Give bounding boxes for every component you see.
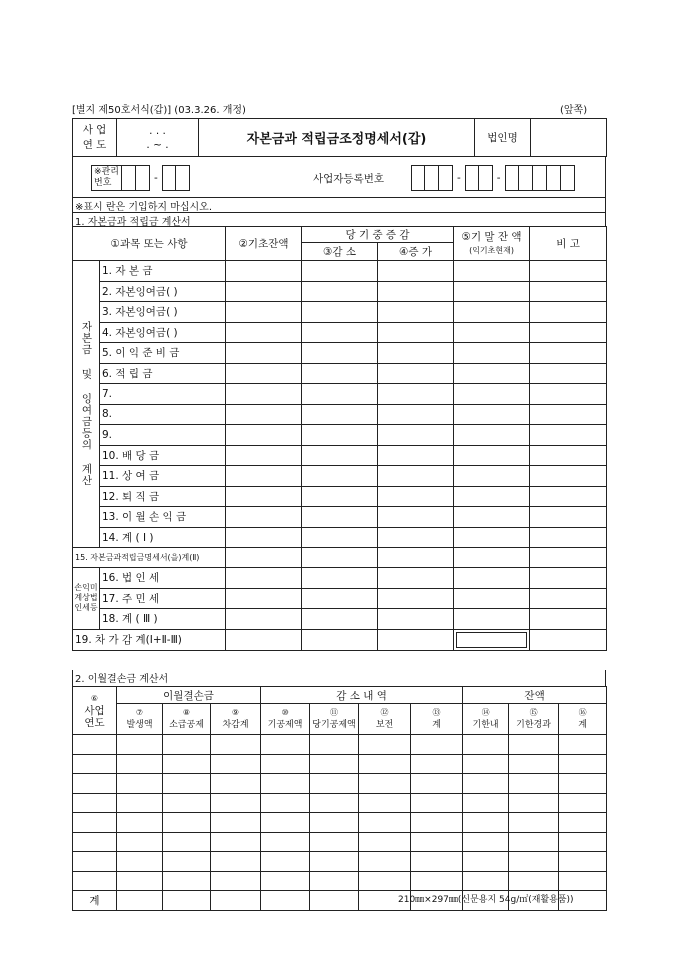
col-increase: ④증 가 (378, 243, 454, 261)
table-cell[interactable] (226, 568, 302, 589)
item-label: 18. 계 ( Ⅲ ) (100, 609, 226, 630)
table-cell[interactable] (454, 302, 530, 323)
table-row (73, 871, 607, 891)
table-cell[interactable] (310, 793, 359, 813)
page-side: (앞쪽) (560, 105, 588, 116)
table-cell[interactable] (530, 466, 607, 487)
table-cell[interactable] (302, 384, 378, 405)
table-cell[interactable] (378, 281, 454, 302)
table-cell[interactable] (226, 588, 302, 609)
table-cell[interactable] (302, 548, 378, 568)
biz-reg-digit[interactable] (561, 165, 575, 191)
table-cell[interactable] (454, 363, 530, 384)
table-cell[interactable] (378, 568, 454, 589)
table-cell[interactable] (509, 754, 559, 774)
table-cell[interactable] (226, 629, 302, 650)
table-cell[interactable] (559, 852, 607, 872)
table-cell[interactable] (509, 793, 559, 813)
table-cell[interactable] (117, 793, 163, 813)
table-cell[interactable] (359, 735, 411, 755)
item-label: 13. 이 월 손 익 금 (100, 507, 226, 528)
table-cell[interactable] (302, 322, 378, 343)
col-loss-group: 이월결손금 (117, 687, 261, 704)
table-cell[interactable] (163, 871, 211, 891)
table-cell[interactable] (226, 261, 302, 282)
col-end-balance (454, 227, 530, 261)
table-cell[interactable] (302, 363, 378, 384)
table-cell[interactable] (530, 445, 607, 466)
table-cell[interactable] (226, 404, 302, 425)
item-label: 4. 자본잉여금( ) (100, 322, 226, 343)
table-row (73, 832, 607, 852)
col-label: 기공제액 (267, 720, 303, 730)
page-title: 자본금과 적립금조정명세서(갑) (199, 119, 475, 157)
table-cell[interactable] (359, 852, 411, 872)
table-cell[interactable] (226, 548, 302, 568)
item-label: 6. 적 립 금 (100, 363, 226, 384)
table-cell[interactable] (226, 363, 302, 384)
table-cell[interactable] (378, 425, 454, 446)
col-loss-1 (117, 704, 163, 735)
table-cell[interactable] (261, 832, 310, 852)
col-label: 당기공제액 (312, 720, 356, 730)
table-cell[interactable] (359, 813, 411, 833)
item-label: 7. (100, 384, 226, 405)
table-cell[interactable] (559, 813, 607, 833)
table-cell[interactable] (261, 754, 310, 774)
table-cell[interactable] (211, 891, 261, 911)
col-number: ⑭ (481, 708, 490, 717)
col-label: 발생액 (126, 720, 153, 730)
table-cell[interactable] (463, 793, 509, 813)
year-start: . . . (149, 124, 166, 137)
table-cell[interactable] (310, 852, 359, 872)
col-number: ⑫ (380, 708, 389, 717)
table-cell[interactable] (310, 735, 359, 755)
table-cell[interactable] (463, 813, 509, 833)
table-cell[interactable] (117, 891, 163, 911)
table-cell[interactable] (530, 507, 607, 528)
table-cell[interactable] (226, 445, 302, 466)
table-cell[interactable] (411, 774, 463, 794)
table-cell[interactable] (530, 486, 607, 507)
table-cell[interactable] (117, 871, 163, 891)
table-cell[interactable] (463, 754, 509, 774)
table-cell[interactable] (302, 568, 378, 589)
biz-reg-dash: - (496, 172, 501, 184)
table-cell[interactable] (73, 754, 117, 774)
biz-reg-digit[interactable] (465, 165, 479, 191)
col-business-year-num: ⑥ (90, 693, 99, 703)
col-subject: ①과목 또는 사항 (73, 227, 226, 261)
table-cell[interactable] (211, 735, 261, 755)
col-number: ⑨ (231, 708, 240, 717)
table-cell[interactable] (359, 871, 411, 891)
item-label: 14. 계 ( Ⅰ ) (100, 527, 226, 548)
table-cell[interactable] (530, 363, 607, 384)
item-label: 8. (100, 404, 226, 425)
table-cell[interactable] (261, 774, 310, 794)
table-cell[interactable] (226, 322, 302, 343)
capital-reserve-table (72, 226, 607, 651)
biz-reg-label: 사업자등록번호 (313, 173, 385, 185)
table-cell[interactable] (359, 774, 411, 794)
table-cell[interactable] (530, 425, 607, 446)
table-cell[interactable] (378, 302, 454, 323)
col-change: 당 기 중 증 감 (302, 227, 454, 243)
table-cell[interactable] (530, 527, 607, 548)
table-cell[interactable] (261, 891, 310, 911)
table-cell[interactable] (211, 774, 261, 794)
table-cell[interactable] (454, 486, 530, 507)
table-cell[interactable] (73, 813, 117, 833)
biz-reg-digit[interactable] (547, 165, 561, 191)
table-cell[interactable] (378, 363, 454, 384)
col-decrease-2 (310, 704, 359, 735)
table-cell[interactable] (226, 281, 302, 302)
table-cell[interactable] (261, 735, 310, 755)
table-cell[interactable] (310, 754, 359, 774)
table-cell[interactable] (310, 813, 359, 833)
biz-reg-digit[interactable] (425, 165, 439, 191)
col-label: 기한경과 (516, 720, 551, 730)
table-cell[interactable] (359, 832, 411, 852)
table-cell[interactable] (530, 629, 607, 650)
table-cell[interactable] (117, 813, 163, 833)
table-cell[interactable] (559, 754, 607, 774)
col-begin-balance: ②기초잔액 (226, 227, 302, 261)
table-cell[interactable] (454, 322, 530, 343)
table-cell[interactable] (559, 735, 607, 755)
section2-title: 2. 이월결손금 계산서 (72, 670, 606, 687)
loss-carryforward-table (72, 686, 607, 911)
col-number: ⑬ (432, 708, 441, 717)
table-cell[interactable] (163, 832, 211, 852)
table-cell[interactable] (302, 281, 378, 302)
table-row (73, 852, 607, 872)
table-cell[interactable] (530, 384, 607, 405)
table-cell[interactable] (509, 774, 559, 794)
table-cell[interactable] (117, 832, 163, 852)
id-row (72, 156, 606, 198)
table-cell[interactable] (261, 871, 310, 891)
table-cell[interactable] (454, 507, 530, 528)
table-cell[interactable] (73, 774, 117, 794)
table-cell[interactable] (530, 343, 607, 364)
table-cell[interactable] (463, 832, 509, 852)
table-cell[interactable] (454, 445, 530, 466)
total-label: 계 (73, 891, 117, 911)
table-cell[interactable] (509, 813, 559, 833)
table-row (73, 735, 607, 755)
col-decrease-1 (261, 704, 310, 735)
table-cell[interactable] (302, 629, 378, 650)
table-cell[interactable] (454, 261, 530, 282)
table-cell[interactable] (378, 261, 454, 282)
table-cell[interactable] (302, 486, 378, 507)
table-cell[interactable] (530, 609, 607, 630)
table-cell[interactable] (226, 425, 302, 446)
table-cell[interactable] (530, 261, 607, 282)
table-cell[interactable] (302, 343, 378, 364)
table-cell[interactable] (463, 871, 509, 891)
biz-reg-digit[interactable] (505, 165, 519, 191)
table-cell[interactable] (211, 813, 261, 833)
table-cell[interactable] (302, 609, 378, 630)
table-cell[interactable] (530, 281, 607, 302)
item-label: 12. 퇴 직 금 (100, 486, 226, 507)
notice: ※표시 란은 기입하지 마십시오. (72, 198, 606, 213)
col-business-year (73, 687, 117, 735)
table-cell[interactable] (530, 548, 607, 568)
table-cell[interactable] (463, 774, 509, 794)
table-cell[interactable] (302, 425, 378, 446)
col-label: 차감계 (222, 720, 249, 730)
item-label: 10. 배 당 금 (100, 445, 226, 466)
table-cell[interactable] (211, 871, 261, 891)
table-cell[interactable] (378, 384, 454, 405)
table-cell[interactable] (359, 793, 411, 813)
mgmt-digit[interactable] (162, 165, 176, 191)
table-cell[interactable] (261, 793, 310, 813)
table-cell[interactable] (509, 735, 559, 755)
mgmt-digit[interactable] (121, 165, 135, 191)
table-cell[interactable] (73, 871, 117, 891)
table-cell[interactable] (226, 609, 302, 630)
table-cell[interactable] (302, 466, 378, 487)
table-cell[interactable] (530, 404, 607, 425)
business-year-value[interactable] (117, 119, 199, 157)
table-cell[interactable] (117, 852, 163, 872)
item-label: 5. 이 익 준 비 금 (100, 343, 226, 364)
table-cell[interactable] (302, 527, 378, 548)
row15-label: 15. 자본금과적립금명세서(을)계(Ⅱ) (73, 548, 226, 568)
table-cell[interactable] (310, 891, 359, 911)
table-row (73, 774, 607, 794)
col-note: 비 고 (530, 227, 607, 261)
table-cell[interactable] (509, 852, 559, 872)
item-label: 2. 자본잉여금( ) (100, 281, 226, 302)
table-cell[interactable] (302, 445, 378, 466)
table-cell[interactable] (454, 281, 530, 302)
col-label: 소급공제 (169, 720, 204, 730)
biz-reg-digit[interactable] (533, 165, 547, 191)
table-cell[interactable] (411, 754, 463, 774)
col-label: 계 (432, 720, 441, 730)
table-cell[interactable] (378, 588, 454, 609)
row19-label: 19. 차 가 감 계(Ⅰ+Ⅱ-Ⅲ) (73, 629, 226, 650)
table-cell[interactable] (454, 466, 530, 487)
table-cell[interactable] (211, 754, 261, 774)
col-number: ⑩ (281, 708, 289, 717)
col-number: ⑮ (529, 708, 538, 717)
table-cell[interactable] (411, 852, 463, 872)
table-cell[interactable] (226, 527, 302, 548)
col-balance-1 (463, 704, 509, 735)
table-cell[interactable] (163, 852, 211, 872)
biz-reg-digit[interactable] (479, 165, 493, 191)
table-cell[interactable] (509, 871, 559, 891)
table-cell[interactable] (411, 871, 463, 891)
col-loss-3 (211, 704, 261, 735)
table-row (73, 793, 607, 813)
corp-name-field[interactable] (531, 119, 607, 157)
group-label-tax: 손익미계상법인세등 (73, 568, 100, 630)
table-cell[interactable] (559, 793, 607, 813)
table-cell[interactable] (559, 832, 607, 852)
biz-reg-digit[interactable] (519, 165, 533, 191)
business-year-label: 사 업 연 도 (73, 119, 117, 157)
table-cell[interactable] (454, 568, 530, 589)
col-balance-group: 잔액 (463, 687, 607, 704)
table-cell[interactable] (310, 774, 359, 794)
col-balance-3 (559, 704, 607, 735)
table-cell[interactable] (454, 343, 530, 364)
item-label: 16. 법 인 세 (100, 568, 226, 589)
col-label: 보전 (375, 720, 394, 730)
col-business-year-label: 사업 연도 (84, 704, 105, 729)
table-cell[interactable] (302, 588, 378, 609)
item-label: 11. 상 여 금 (100, 466, 226, 487)
table-cell[interactable] (163, 774, 211, 794)
table-cell[interactable] (378, 343, 454, 364)
mgmt-digit[interactable] (135, 165, 149, 191)
mgmt-dash: - (153, 172, 158, 184)
table-cell[interactable] (454, 548, 530, 568)
biz-reg-digit[interactable] (439, 165, 453, 191)
table-cell[interactable] (73, 793, 117, 813)
table-cell[interactable] (117, 774, 163, 794)
mgmt-number-label: ※관리 번호 (94, 167, 119, 188)
table-cell[interactable] (211, 793, 261, 813)
col-loss-2 (163, 704, 211, 735)
table-cell[interactable] (73, 852, 117, 872)
table-cell[interactable] (302, 507, 378, 528)
corp-name-label: 법인명 (475, 119, 531, 157)
table-cell[interactable] (378, 404, 454, 425)
table-cell[interactable] (378, 445, 454, 466)
table-cell[interactable] (509, 832, 559, 852)
group-label-capital: 자본금 및 잉여금등의 계산 (73, 261, 100, 548)
table-cell[interactable] (73, 735, 117, 755)
title-table (72, 118, 607, 157)
table-row (73, 754, 607, 774)
table-cell[interactable] (226, 343, 302, 364)
table-cell[interactable] (261, 852, 310, 872)
table-cell[interactable] (302, 404, 378, 425)
table-cell[interactable] (454, 609, 530, 630)
table-cell[interactable] (463, 852, 509, 872)
table-row (73, 813, 607, 833)
table-cell[interactable] (226, 384, 302, 405)
table-cell[interactable] (559, 871, 607, 891)
col-label: 계 (578, 720, 587, 730)
table-cell[interactable] (310, 832, 359, 852)
table-cell[interactable] (454, 588, 530, 609)
table-cell[interactable] (378, 527, 454, 548)
table-cell[interactable] (163, 754, 211, 774)
table-cell[interactable] (411, 813, 463, 833)
table-cell[interactable] (411, 832, 463, 852)
table-cell[interactable] (163, 891, 211, 911)
table-cell[interactable] (378, 466, 454, 487)
table-cell[interactable] (226, 486, 302, 507)
table-cell[interactable] (378, 486, 454, 507)
table-cell[interactable] (454, 425, 530, 446)
col-decrease-group: 감 소 내 역 (261, 687, 463, 704)
table-cell[interactable] (463, 735, 509, 755)
col-label: 기한내 (472, 720, 499, 730)
table-cell[interactable] (378, 548, 454, 568)
item-label: 9. (100, 425, 226, 446)
section1-title: 1. 자본금과 적립금 계산서 (72, 212, 606, 227)
table-cell[interactable] (310, 871, 359, 891)
col-number: ⑯ (578, 708, 587, 717)
table-cell[interactable] (378, 609, 454, 630)
table-cell[interactable] (163, 813, 211, 833)
year-end: . ~ . (146, 138, 169, 151)
col-end-balance-sub: (익기초현재) (469, 245, 514, 255)
table-cell[interactable] (163, 793, 211, 813)
item-label: 1. 자 본 금 (100, 261, 226, 282)
item-label: 3. 자본잉여금( ) (100, 302, 226, 323)
mgmt-digit[interactable] (176, 165, 190, 191)
table-cell[interactable] (117, 754, 163, 774)
col-number: ⑪ (330, 708, 339, 717)
table-cell[interactable] (530, 568, 607, 589)
table-cell[interactable] (378, 629, 454, 650)
table-cell[interactable] (211, 852, 261, 872)
col-number: ⑧ (182, 708, 191, 717)
col-decrease-4 (411, 704, 463, 735)
row19-end-balance[interactable] (454, 629, 530, 650)
col-decrease: ③감 소 (302, 243, 378, 261)
table-cell[interactable] (411, 735, 463, 755)
table-cell[interactable] (163, 735, 211, 755)
table-cell[interactable] (211, 832, 261, 852)
paper-spec: 210㎜×297㎜(신문용지 54g/㎡(재활용품)) (398, 895, 574, 905)
table-cell[interactable] (359, 754, 411, 774)
table-cell[interactable] (530, 588, 607, 609)
table-cell[interactable] (302, 302, 378, 323)
table-cell[interactable] (302, 261, 378, 282)
table-cell[interactable] (73, 832, 117, 852)
table-cell[interactable] (378, 322, 454, 343)
col-decrease-3 (359, 704, 411, 735)
biz-reg-dash: - (457, 172, 461, 184)
form-id: [별지 제50호서식(갑)] (03.3.26. 개정) (72, 105, 246, 116)
table-cell[interactable] (454, 527, 530, 548)
col-balance-2 (509, 704, 559, 735)
table-cell[interactable] (411, 793, 463, 813)
table-cell[interactable] (117, 735, 163, 755)
col-number: ⑦ (135, 708, 144, 717)
item-label: 17. 주 민 세 (100, 588, 226, 609)
col-end-balance-label: ⑤기 말 잔 액 (461, 230, 522, 243)
table-cell[interactable] (454, 404, 530, 425)
table-cell[interactable] (454, 384, 530, 405)
table-cell[interactable] (226, 466, 302, 487)
table-cell[interactable] (378, 507, 454, 528)
biz-reg-digit[interactable] (411, 165, 425, 191)
table-cell[interactable] (530, 322, 607, 343)
table-cell[interactable] (226, 302, 302, 323)
table-cell[interactable] (261, 813, 310, 833)
table-cell[interactable] (226, 507, 302, 528)
table-cell[interactable] (559, 774, 607, 794)
table-cell[interactable] (530, 302, 607, 323)
